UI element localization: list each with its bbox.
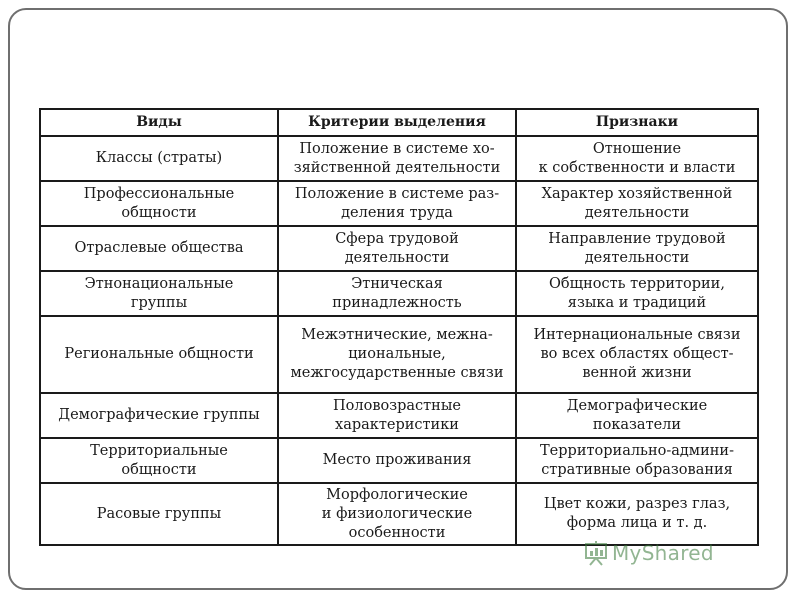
cell-text: Общность территории, языка и традиций xyxy=(549,275,725,311)
presentation-board-icon xyxy=(584,540,608,566)
header-row xyxy=(40,109,758,136)
table-row xyxy=(40,271,758,316)
cell-text: Сфера трудовой деятельности xyxy=(335,230,459,266)
cell-criteria xyxy=(278,136,516,181)
table xyxy=(39,108,759,546)
header-types: Виды xyxy=(40,109,278,136)
cell-criteria xyxy=(278,226,516,271)
cell-text: Направление трудовой деятельности xyxy=(548,230,726,266)
cell-features xyxy=(516,438,758,483)
cell-text: Характер хозяйственной деятельности xyxy=(541,185,733,221)
table-row xyxy=(40,181,758,226)
cell-text: Отношение к собственности и власти xyxy=(538,140,736,176)
cell-text: Отраслевые общества xyxy=(74,240,244,256)
cell-text: Демографические группы xyxy=(58,407,260,423)
watermark-text: MyShared xyxy=(612,541,714,565)
cell-features xyxy=(516,271,758,316)
cell-text: Территориально-админи- стративные образования xyxy=(540,442,734,478)
cell-type xyxy=(40,316,278,393)
cell-features xyxy=(516,316,758,393)
table-row xyxy=(40,483,758,545)
cell-type xyxy=(40,483,278,545)
cell-text: Межэтнические, межна- циональные, межгосударственные связи xyxy=(290,327,504,381)
cell-text: Положение в системе хо- зяйственной деятельности xyxy=(293,140,501,176)
cell-criteria xyxy=(278,393,516,438)
table-row xyxy=(40,438,758,483)
cell-type xyxy=(40,393,278,438)
table-row xyxy=(40,316,758,393)
myshared-watermark xyxy=(584,540,714,566)
cell-text: Этническая принадлежность xyxy=(332,275,462,311)
cell-criteria xyxy=(278,271,516,316)
cell-features xyxy=(516,181,758,226)
cell-text: Демографические показатели xyxy=(566,397,708,433)
cell-text: Территориальные общности xyxy=(90,442,228,478)
cell-features xyxy=(516,226,758,271)
header-criteria: Критерии выделения xyxy=(278,109,516,136)
cell-text: Классы (страты) xyxy=(95,150,223,166)
cell-text: Половозрастные характеристики xyxy=(333,397,461,433)
cell-type xyxy=(40,226,278,271)
cell-text: Положение в системе раз- деления труда xyxy=(294,185,500,221)
cell-type xyxy=(40,438,278,483)
cell-text: Цвет кожи, разрез глаз, форма лица и т. д. xyxy=(543,496,731,531)
cell-features xyxy=(516,483,758,545)
cell-text: Этнонациональные группы xyxy=(84,275,234,311)
table-row xyxy=(40,226,758,271)
cell-text: Профессиональные общности xyxy=(83,185,235,221)
cell-features xyxy=(516,136,758,181)
cell-text: Морфологические и физиологические особенности xyxy=(321,486,473,541)
cell-features xyxy=(516,393,758,438)
cell-criteria xyxy=(278,181,516,226)
cell-criteria xyxy=(278,438,516,483)
cell-type xyxy=(40,181,278,226)
table-row xyxy=(40,136,758,181)
cell-text: Место проживания xyxy=(322,452,472,468)
cell-criteria xyxy=(278,316,516,393)
cell-type xyxy=(40,271,278,316)
table-row xyxy=(40,393,758,438)
header-features: Признаки xyxy=(516,109,758,136)
social-groups-table xyxy=(39,108,757,546)
cell-text: Интернациональные связи во всех областях общест- венной жизни xyxy=(533,327,741,381)
cell-text: Расовые группы xyxy=(96,505,222,522)
cell-type xyxy=(40,136,278,181)
cell-criteria xyxy=(278,483,516,545)
cell-text: Региональные общности xyxy=(64,346,254,362)
